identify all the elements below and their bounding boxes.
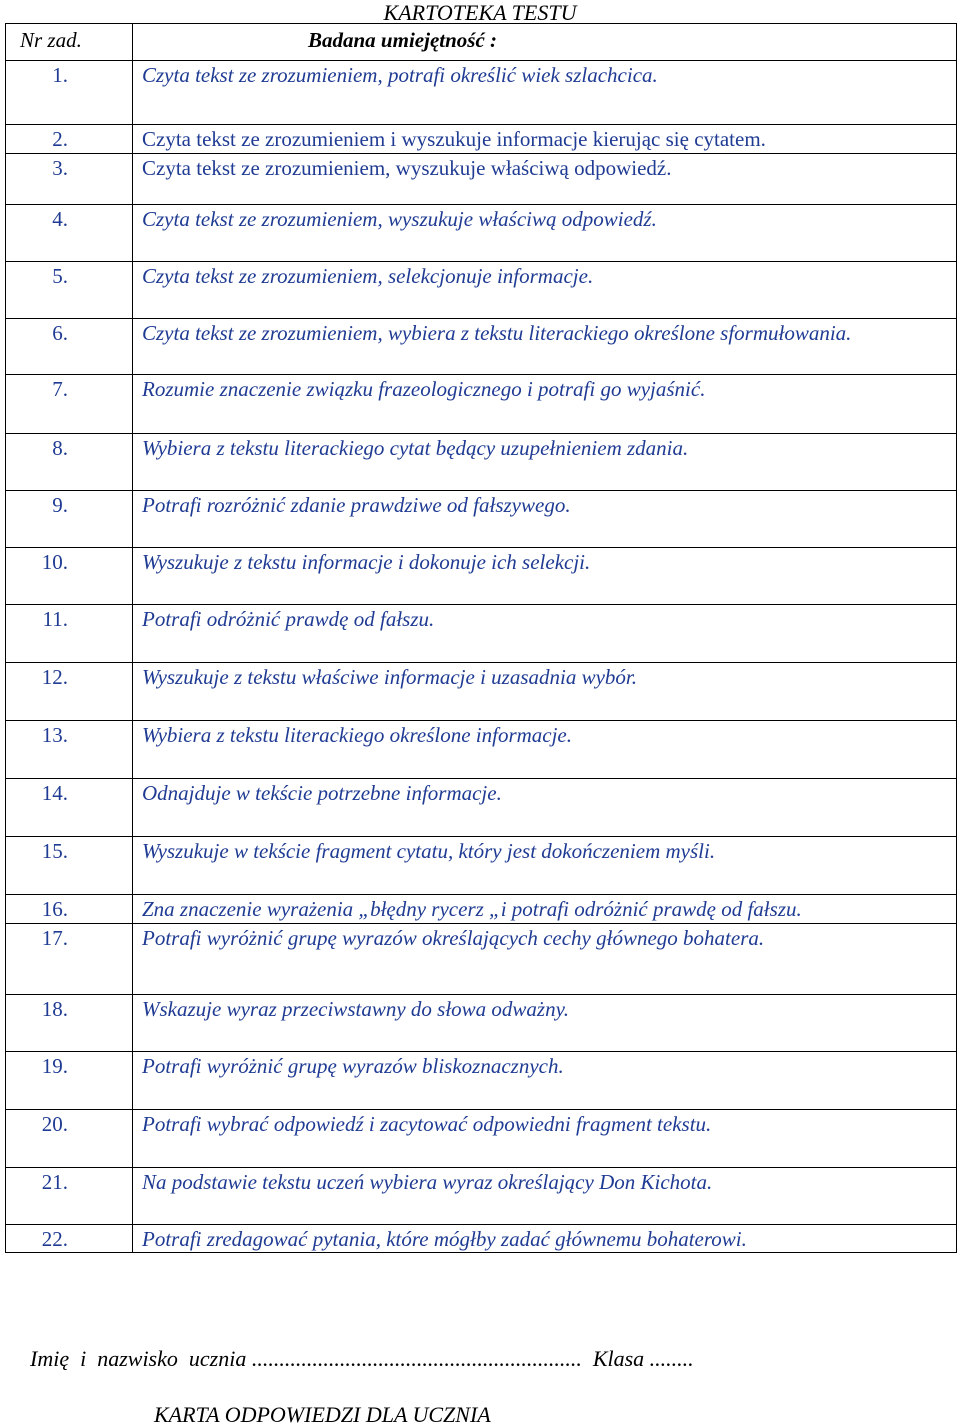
table-row <box>6 779 957 837</box>
table-row <box>6 154 957 205</box>
table-row <box>6 605 957 663</box>
table-row <box>6 1225 957 1253</box>
table-row <box>6 262 957 319</box>
table-row <box>6 1052 957 1110</box>
task-skill: Potrafi odróżnić prawdę od fałszu. <box>133 605 957 663</box>
task-skill: Zna znaczenie wyrażenia „błędny rycerz „i potrafi odróżnić prawdę od fałszu. <box>133 895 957 924</box>
task-number: 22. <box>6 1225 133 1253</box>
task-skill: Czyta tekst ze zrozumieniem i wyszukuje informacje kierując się cytatem. <box>133 125 957 154</box>
task-number: 10. <box>6 548 133 605</box>
task-number: 18. <box>6 995 133 1052</box>
task-number: 20. <box>6 1110 133 1168</box>
table-row <box>6 837 957 895</box>
task-number: 6. <box>6 319 133 375</box>
task-skill: Wyszukuje z tekstu informacje i dokonuje ich selekcji. <box>133 548 957 605</box>
table-row <box>6 721 957 779</box>
task-number: 7. <box>6 375 133 434</box>
task-number: 8. <box>6 434 133 491</box>
task-number: 4. <box>6 205 133 262</box>
table-header <box>6 24 957 61</box>
header-task-number: Nr zad. <box>6 24 133 61</box>
task-skill: Czyta tekst ze zrozumieniem, wyszukuje właściwą odpowiedź. <box>133 205 957 262</box>
task-number: 1. <box>6 61 133 125</box>
task-skill: Wyszukuje w tekście fragment cytatu, który jest dokończeniem myśli. <box>133 837 957 895</box>
task-skill: Czyta tekst ze zrozumieniem, wybiera z tekstu literackiego określone sformułowania. <box>133 319 957 375</box>
task-number: 19. <box>6 1052 133 1110</box>
task-skill: Potrafi wyróżnić grupę wyrazów określających cechy głównego bohatera. <box>133 924 957 995</box>
task-skill: Rozumie znaczenie związku frazeologicznego i potrafi go wyjaśnić. <box>133 375 957 434</box>
task-number: 14. <box>6 779 133 837</box>
task-number: 16. <box>6 895 133 924</box>
task-skill: Wybiera z tekstu literackiego cytat będący uzupełnieniem zdania. <box>133 434 957 491</box>
task-skill: Odnajduje w tekście potrzebne informacje. <box>133 779 957 837</box>
task-number: 17. <box>6 924 133 995</box>
table-row <box>6 491 957 548</box>
task-skill: Potrafi zredagować pytania, które mógłby zadać głównemu bohaterowi. <box>133 1225 957 1253</box>
task-number: 3. <box>6 154 133 205</box>
task-skill: Wyszukuje z tekstu właściwe informacje i uzasadnia wybór. <box>133 663 957 721</box>
task-number: 9. <box>6 491 133 548</box>
table-row <box>6 1168 957 1225</box>
table-row <box>6 1110 957 1168</box>
answer-card-title: KARTA ODPOWIEDZI DLA UCZNIA <box>154 1402 491 1427</box>
task-skill: Czyta tekst ze zrozumieniem, selekcjonuje informacje. <box>133 262 957 319</box>
task-skill: Potrafi wybrać odpowiedź i zacytować odpowiedni fragment tekstu. <box>133 1110 957 1168</box>
task-number: 21. <box>6 1168 133 1225</box>
table-row <box>6 319 957 375</box>
table-row <box>6 375 957 434</box>
task-number: 15. <box>6 837 133 895</box>
document-title: KARTOTEKA TESTU <box>383 0 577 25</box>
table-row <box>6 125 957 154</box>
task-number: 11. <box>6 605 133 663</box>
student-name-line: Imię i nazwisko ucznia ............................................................ Klasa ........ <box>30 1346 694 1371</box>
table-row <box>6 663 957 721</box>
header-skill: Badana umiejętność : <box>133 24 957 61</box>
table-row <box>6 434 957 491</box>
task-number: 12. <box>6 663 133 721</box>
task-number: 5. <box>6 262 133 319</box>
task-skill: Wybiera z tekstu literackiego określone informacje. <box>133 721 957 779</box>
task-number: 13. <box>6 721 133 779</box>
test-table <box>5 23 957 1253</box>
task-skill: Potrafi rozróżnić zdanie prawdziwe od fałszywego. <box>133 491 957 548</box>
task-skill: Na podstawie tekstu uczeń wybiera wyraz określający Don Kichota. <box>133 1168 957 1225</box>
table-row <box>6 895 957 924</box>
table-row <box>6 548 957 605</box>
task-skill: Wskazuje wyraz przeciwstawny do słowa odważny. <box>133 995 957 1052</box>
table-row <box>6 924 957 995</box>
table-row <box>6 995 957 1052</box>
table-row <box>6 205 957 262</box>
table-row <box>6 61 957 125</box>
task-skill: Czyta tekst ze zrozumieniem, potrafi określić wiek szlachcica. <box>133 61 957 125</box>
task-number: 2. <box>6 125 133 154</box>
task-skill: Czyta tekst ze zrozumieniem, wyszukuje właściwą odpowiedź. <box>133 154 957 205</box>
task-skill: Potrafi wyróżnić grupę wyrazów bliskoznacznych. <box>133 1052 957 1110</box>
